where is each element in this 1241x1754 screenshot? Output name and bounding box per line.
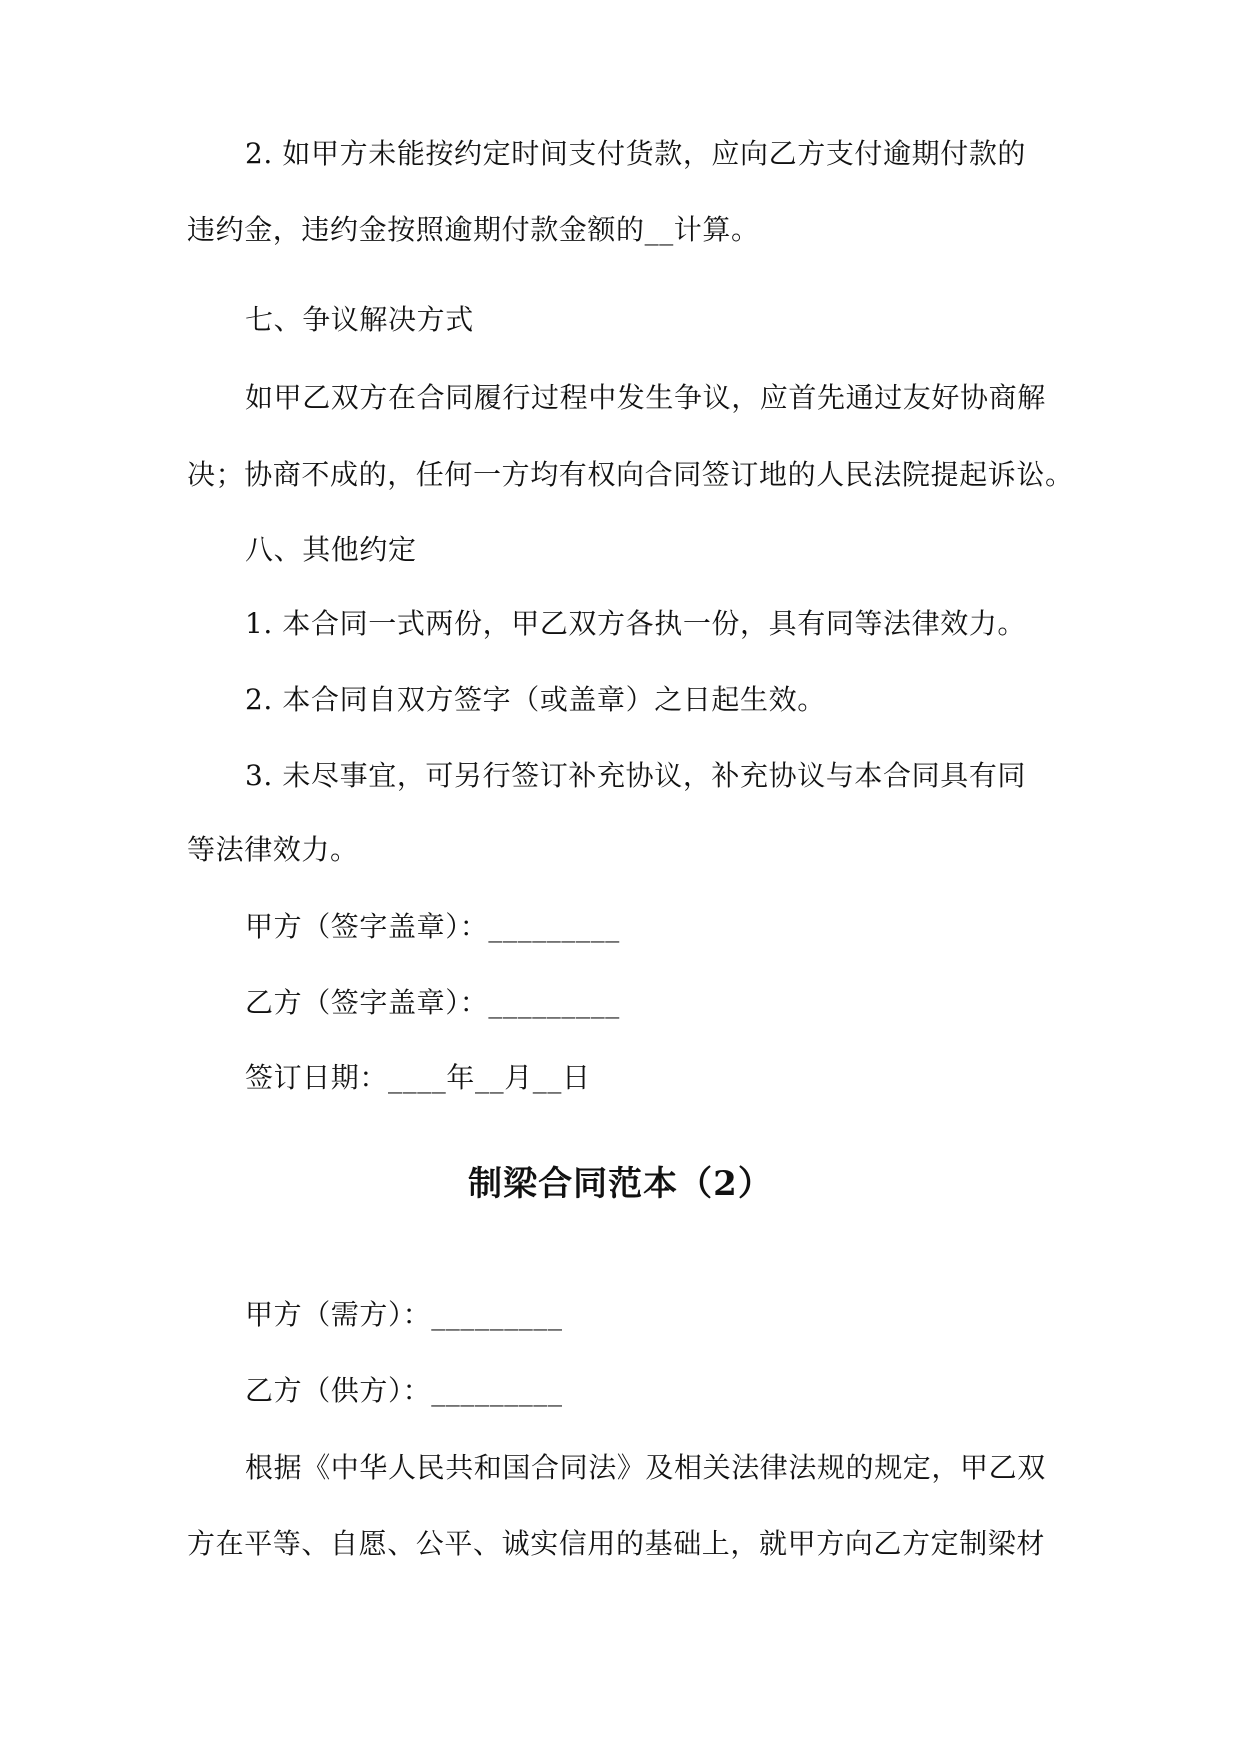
section-title: 制梁合同范本（2） bbox=[468, 1164, 773, 1204]
preamble: 根据《中华人民共和国合同法》及相关法律法规的规定，甲乙双 bbox=[245, 1451, 1046, 1484]
preamble-cont: 方在平等、自愿、公平、诚实信用的基础上，就甲方向乙方定制梁材 bbox=[187, 1527, 1046, 1560]
clause-effective: 2. 本合同自双方签字（或盖章）之日起生效。 bbox=[245, 683, 826, 716]
party-b-signature: 乙方（签字盖章）：_________ bbox=[245, 986, 620, 1019]
party-b-supplier: 乙方（供方）：_________ bbox=[245, 1374, 563, 1407]
clause-supplement-cont: 等法律效力。 bbox=[187, 833, 359, 866]
clause-copies: 1. 本合同一式两份，甲乙双方各执一份，具有同等法律效力。 bbox=[245, 607, 1027, 640]
heading-other-terms: 八、其他约定 bbox=[245, 533, 417, 566]
clause-dispute-cont: 决；协商不成的，任何一方均有权向合同签订地的人民法院提起诉讼。 bbox=[187, 458, 1074, 491]
heading-dispute-resolution: 七、争议解决方式 bbox=[245, 303, 474, 336]
signing-date: 签订日期：____年__月__日 bbox=[245, 1061, 591, 1094]
party-a-signature: 甲方（签字盖章）：_________ bbox=[245, 910, 620, 943]
clause-supplement: 3. 未尽事宜，可另行签订补充协议，补充协议与本合同具有同 bbox=[245, 759, 1027, 792]
clause-late-payment: 2. 如甲方未能按约定时间支付货款，应向乙方支付逾期付款的 bbox=[245, 137, 1027, 170]
clause-late-payment-cont: 违约金，违约金按照逾期付款金额的__计算。 bbox=[187, 213, 760, 246]
clause-dispute: 如甲乙双方在合同履行过程中发生争议，应首先通过友好协商解 bbox=[245, 381, 1046, 414]
party-a-buyer: 甲方（需方）：_________ bbox=[245, 1298, 563, 1331]
